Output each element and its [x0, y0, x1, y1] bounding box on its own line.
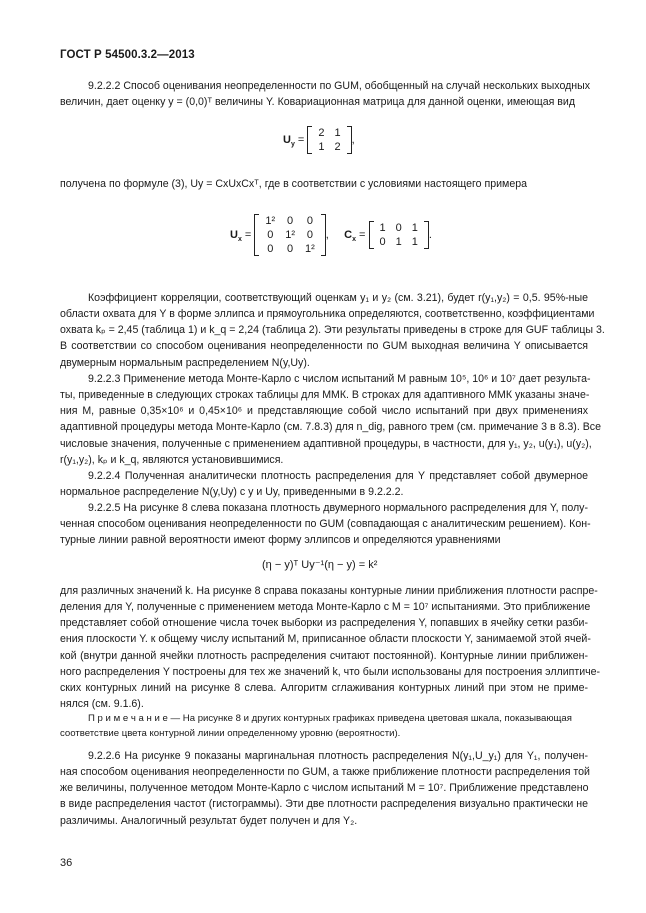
text-line: двумерным нормальным распределением N(y,Uy).: [60, 356, 310, 369]
text-line: П р и м е ч а н и е — На рисунке 8 и других контурных графиках приведена цветовая шкала, показывающая: [88, 713, 572, 724]
text-line: же величины, полученное методом Монте-Карло с числом испытаний M = 10⁷. Приближение представлено: [60, 782, 589, 795]
matrix-uy: [307, 126, 351, 154]
equals-sign: =: [297, 133, 305, 146]
paragraph-9-2-2-2: [60, 78, 591, 110]
text-line: охвата kₚ = 2,45 (таблица 1) и k_q = 2,24 (таблица 2). Эти результаты приведены в строке для GUF таблицы 3.: [60, 324, 605, 337]
page-number: 36: [60, 857, 73, 869]
matrix-ux: [254, 214, 325, 256]
matrix-cell: 1: [411, 236, 418, 248]
text-line: представляет собой отношение числа точек выборки из распределения Y, попавших в ячейку сетки разби-: [60, 617, 588, 630]
text-line: различимы. Аналогичный результат будет получен и для Y₂.: [60, 814, 358, 827]
text-line: ения плоскости Y. к общему числу испытаний M, приписанное области плоскости Y, занимаемой этой ячей-: [60, 633, 591, 646]
text-line: соответствие цвета контурной линии определенному уровню (вероятности).: [60, 727, 401, 739]
text-line: ских контурных линий на рисунке 8 слева. Алгоритм сглаживания контурных линий при этом не приме-: [60, 681, 588, 694]
text-line: получена по формуле (3), Uy = CxUxCxᵀ, где в соответствии с условиями настоящего примера: [60, 178, 528, 190]
matrix-label-sub: y: [290, 141, 295, 149]
matrix-cell: 1²: [265, 215, 276, 227]
matrix-cell: 0: [267, 229, 274, 241]
text-line: ния M, равные 0,35×10⁶ и 0,45×10⁶ и представляющие собой число испытаний при двух применениях: [60, 405, 588, 418]
paragraph-9-2-2-4: [60, 468, 588, 500]
text-line: турные линии равной вероятности имеют форму эллипсов и определяются уравнениями: [60, 534, 501, 547]
punctuation: .: [428, 228, 432, 241]
text-line: адаптивной процедуры метода Монте-Карло (см. 7.8.3) для n_dig, равного трем (см. примечание 3 в 8.3). Все: [60, 421, 601, 434]
matrix-cell: 1: [379, 222, 386, 234]
text-line: 9.2.2.4 Полученная аналитически плотность распределения для Y представляет собой двумерное: [88, 470, 588, 482]
equals-sign: =: [244, 228, 252, 241]
text-line: 9.2.2.2 Способ оценивания неопределенности по GUM, обобщенный на случай нескольких выходных: [88, 80, 591, 92]
text-line: 9.2.2.6 На рисунке 9 показаны маргинальная плотность распределения N(y₁,U_y₁) для Y₁, получен-: [88, 750, 588, 762]
text-line: деления для Y, полученные с применением метода Монте-Карло с M = 10⁷ испытаниями. Это приближение: [60, 601, 591, 614]
text-line: 9.2.2.5 На рисунке 8 слева показана плотность двумерного нормального распределения для Y, полу-: [88, 502, 588, 514]
paragraph-9-2-2-5: [60, 500, 591, 548]
equation-uy: [283, 126, 355, 154]
matrix-cell: 0: [395, 222, 402, 234]
matrix-label: U: [283, 133, 291, 146]
matrix-cx: [369, 221, 429, 249]
matrix-label-sub: x: [352, 236, 356, 244]
matrix-cell: 2: [318, 127, 325, 139]
matrix-cell: 1: [411, 222, 418, 234]
text-line: 9.2.2.3 Применение метода Монте-Карло с числом испытаний M равным 10⁵, 10⁶ и 10⁷ дает результа-: [88, 373, 591, 385]
paragraph-9-2-2-3: [60, 371, 601, 468]
matrix-label-sub: x: [237, 236, 242, 244]
punctuation: ,: [351, 133, 355, 146]
equation-ux-cx: [230, 214, 432, 256]
text-line: для различных значений k. На рисунке 8 справа показаны контурные линии приближения плотности распре-: [60, 585, 598, 597]
text-line: нялся (см. 9.1.6).: [60, 698, 144, 711]
paragraph-correlation: [60, 290, 605, 371]
text-line: ты, приведенные в следующих строках таблицы для ММК. В строках для адаптивного ММК указаны значе-: [60, 389, 590, 402]
text-line: ная способом оценивания неопределенности по GUM, а также приближение плотности распределения той: [60, 766, 590, 779]
text-line: числовые значения, полученные с применением адаптивной процедуры, в частности, для y₁, y₂, u(y₁), u(y₂),: [60, 437, 592, 450]
text-line: нормальное распределение N(y,Uy) с y и Uy, приведенными в 9.2.2.2.: [60, 486, 404, 499]
matrix-cell: 0: [306, 229, 313, 241]
text-line: ченная способом оценивания неопределенности по GUM (совпадающая с аналитическим решением). Кон-: [60, 518, 591, 531]
equation-contour: (η − y)ᵀ Uy⁻¹(η − y) = k²: [262, 559, 378, 571]
matrix-cell: 1: [318, 141, 325, 153]
paragraph-contours: [60, 583, 601, 712]
text-line: величин, дает оценку y = (0,0)ᵀ величины Y. Ковариационная матрица для данной оценки, имеющая вид: [60, 96, 576, 109]
matrix-cell: 0: [306, 215, 313, 227]
text-line: в виде распределения частот (гистограммы). Эти две плотности распределения визуально практически не: [60, 798, 588, 811]
matrix-cell: 0: [379, 236, 386, 248]
matrix-cell: 1: [334, 127, 341, 139]
text-line: кой (внутри данной ячейки плотность распределения считают постоянной). Контурные линии приближен-: [60, 649, 588, 662]
text-line: ного распределения Y построены для тех же значений k, что были использованы для построения эллиптиче-: [60, 665, 601, 678]
document-header: ГОСТ Р 54500.3.2—2013: [60, 49, 195, 61]
matrix-cell: 0: [287, 215, 294, 227]
paragraph-formula-3: [60, 176, 588, 192]
matrix-cell: 0: [287, 243, 294, 255]
text-line: В соответствии со способом оценивания неопределенности по GUM выходная величина Y описывается: [60, 340, 588, 353]
text-line: области охвата для Y в форме эллипса и прямоугольника определяются, соответственно, коэффициентами: [60, 308, 595, 321]
matrix-cell: 0: [267, 243, 274, 255]
text-line: r(y₁,y₂), kₚ и k_q, являются установившимися.: [60, 453, 284, 466]
punctuation: ,: [325, 228, 329, 241]
matrix-label: U: [230, 228, 238, 241]
note-block: [60, 712, 588, 741]
matrix-cell: 1²: [304, 243, 315, 255]
equals-sign: =: [359, 228, 366, 241]
matrix-label: C: [344, 228, 353, 241]
matrix-cell: 1: [395, 236, 402, 248]
matrix-cell: 2: [334, 141, 341, 153]
text-line: Коэффициент корреляции, соответствующий оценкам y₁ и y₂ (см. 3.21), будет r(y₁,y₂) = 0,5. 95%-ные: [88, 292, 588, 304]
paragraph-9-2-2-6: [60, 748, 588, 829]
matrix-cell: 1²: [285, 229, 295, 241]
